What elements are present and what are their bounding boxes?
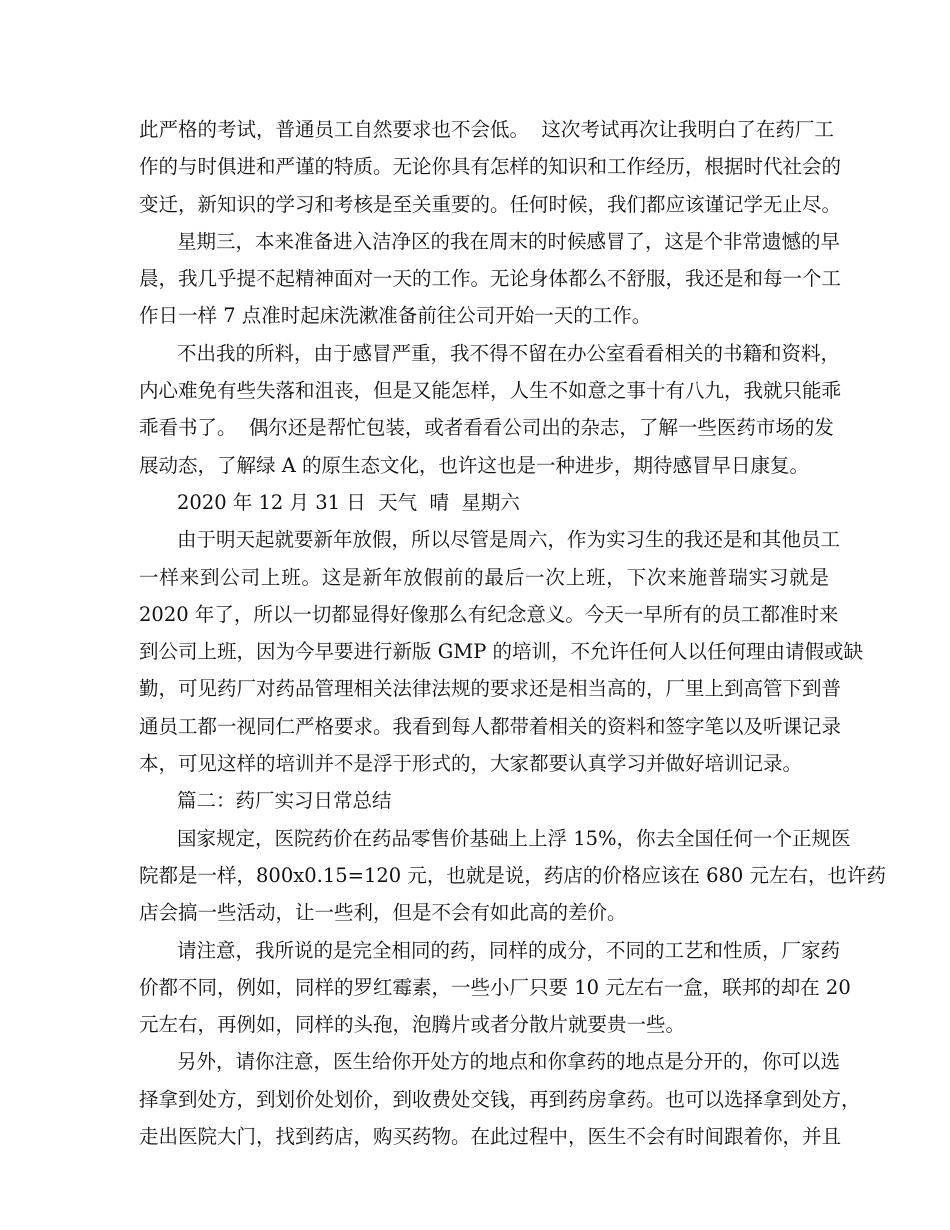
- text-line-23: [139, 932, 841, 969]
- text-line-24: [139, 969, 851, 1006]
- text-line-27-text: 择拿到处方，到划价处划价，到收费处交钱，再到药房拿药。也可以选择拿到处方，: [139, 1087, 861, 1111]
- text-line-28-text: 走出医院大门，找到药店，购买药物。在此过程中，医生不会有时间跟着你，并且: [139, 1125, 842, 1149]
- text-line-6: [139, 297, 829, 334]
- text-line-8-text: 内心难免有些失落和沮丧，但是又能怎样，人生不如意之事十有八九，我就只能乖: [139, 379, 842, 403]
- text-line-16-text: 勤，可见药厂对药品管理相关法律法规的要求还是相当高的，厂里上到高管下到普: [139, 677, 842, 701]
- text-line-14-text: 2020 年了，所以一切都显得好像那么有纪念意义。今天一早所有的员工都准时来: [139, 602, 839, 626]
- text-line-11-text: 2020 年 12 月 31 日 天气 晴 星期六: [177, 490, 520, 514]
- text-line-11: [139, 484, 829, 521]
- text-line-16: [139, 670, 842, 707]
- text-line-20-text: 国家规定，医院药价在药品零售价基础上上浮 15%，你去全国任何一个正规医: [177, 826, 851, 850]
- section-heading: [139, 782, 829, 819]
- text-line-15: [139, 633, 864, 670]
- text-line-9: [139, 409, 834, 446]
- document-body: [139, 111, 887, 1155]
- text-line-4: [139, 223, 841, 260]
- text-line-5-text: 晨，我几乎提不起精神面对一天的工作。无论身体都么不舒服，我还是和每一个工: [139, 267, 842, 291]
- text-line-2: [139, 148, 842, 185]
- text-line-6-text: 作日一样 7 点准时起床洗漱准备前往公司开始一天的工作。: [139, 304, 652, 328]
- text-line-9-text: 乖看书了。 偶尔还是帮忙包装，或者看看公司出的杂志，了解一些医药市场的发: [139, 416, 834, 440]
- text-line-8: [139, 372, 842, 409]
- text-line-26: [139, 1043, 841, 1080]
- text-line-7-text: 不出我的所料，由于感冒严重，我不得不留在办公室看看相关的书籍和资料，: [177, 341, 841, 365]
- text-line-28: [139, 1118, 842, 1155]
- text-line-21: [139, 857, 887, 894]
- text-line-13-text: 一样来到公司上班。这是新年放假前的最后一次上班，下次来施普瑞实习就是: [139, 565, 829, 589]
- section-heading-text: 篇二：药厂实习日常总结: [177, 789, 392, 813]
- text-line-14: [139, 596, 839, 633]
- text-line-7: [139, 335, 841, 372]
- text-line-18: [139, 745, 829, 782]
- text-line-12-text: 由于明天起就要新年放假，所以尽管是周六，作为实习生的我还是和其他员工: [177, 528, 841, 552]
- text-line-3-text: 变迁，新知识的学习和考核是至关重要的。任何时候，我们都应该谨记学无止尽。: [139, 192, 842, 216]
- text-line-1-text: 此严格的考试，普通员工自然要求也不会低。 这次考试再次让我明白了在药厂工: [139, 118, 834, 141]
- text-line-22-text: 店会搞一些活动，让一些利，但是不会有如此高的差价。: [139, 901, 627, 925]
- text-line-26-text: 另外，请你注意，医生给你开处方的地点和你拿药的地点是分开的，你可以选: [177, 1050, 841, 1074]
- text-line-22: [139, 894, 829, 931]
- text-line-21-text: 院都是一样，800x0.15=120 元，也就是说，药店的价格应该在 680 元左右，也许药: [139, 863, 887, 887]
- text-line-10: [139, 447, 829, 484]
- text-line-27: [139, 1081, 861, 1118]
- text-line-2-text: 作的与时俱进和严谨的特质。无论你具有怎样的知识和工作经历，根据时代社会的: [139, 155, 842, 179]
- text-line-3: [139, 186, 842, 223]
- text-line-23-text: 请注意，我所说的是完全相同的药，同样的成分，不同的工艺和性质，厂家药: [177, 938, 841, 962]
- text-line-1: [139, 111, 834, 148]
- text-line-10-text: 展动态，了解绿 A 的原生态文化，也许这也是一种进步，期待感冒早日康复。: [139, 453, 809, 477]
- text-line-24-text: 价都不同，例如，同样的罗红霉素，一些小厂只要 10 元左右一盒，联邦的却在 20: [139, 975, 851, 999]
- text-line-17-text: 通员工都一视同仁严格要求。我看到每人都带着相关的资料和签字笔以及听课记录: [139, 714, 842, 738]
- text-line-25-text: 元左右，再例如，同样的头孢，泡腾片或者分散片就要贵一些。: [139, 1013, 686, 1037]
- text-line-20: [139, 820, 851, 857]
- text-line-15-text: 到公司上班，因为今早要进行新版 GMP 的培训，不允许任何人以任何理由请假或缺: [139, 640, 864, 664]
- text-line-4-text: 星期三，本来准备进入洁净区的我在周末的时候感冒了，这是个非常遗憾的早: [177, 229, 841, 253]
- text-line-12: [139, 521, 841, 558]
- text-line-5: [139, 260, 842, 297]
- text-line-25: [139, 1006, 829, 1043]
- text-line-13: [139, 559, 829, 596]
- text-line-18-text: 本，可见这样的培训并不是浮于形式的，大家都要认真学习并做好培训记录。: [139, 752, 803, 776]
- text-line-17: [139, 708, 842, 745]
